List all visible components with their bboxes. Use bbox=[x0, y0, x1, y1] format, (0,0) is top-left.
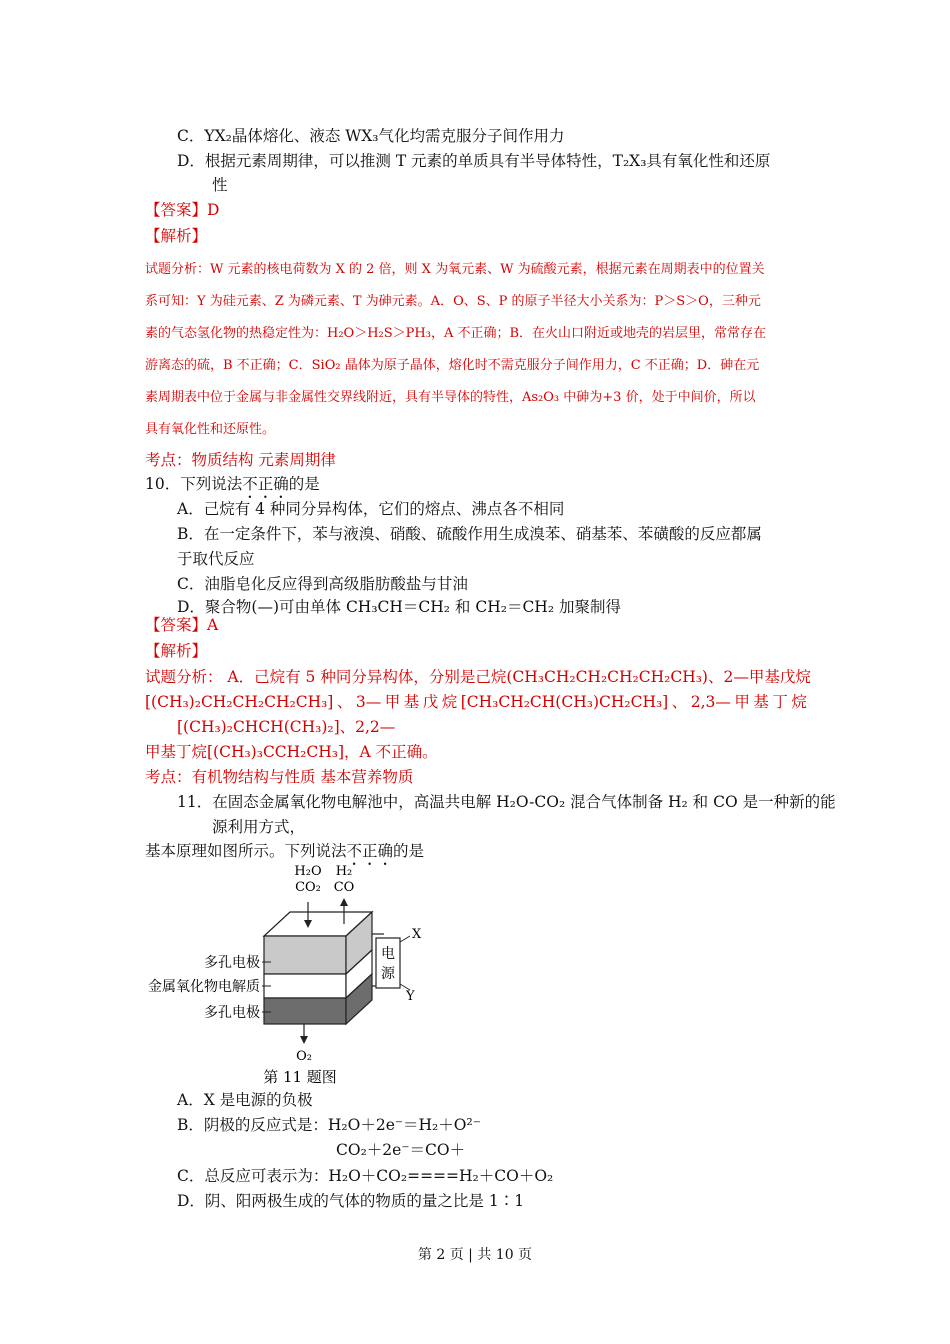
input-gas-2: CO₂ bbox=[295, 880, 321, 895]
q9-analysis-line: 游离态的硫，B 不正确；C．SiO₂ 晶体为原子晶体，熔化时不需克服分子间作用力，C 不正确；D．砷在元 bbox=[145, 358, 760, 373]
q10-analysis-token: 烷 bbox=[441, 693, 458, 711]
arrow-up-icon bbox=[340, 898, 348, 906]
q10-kaodian: 考点：有机物结构与性质 基本营养物质 bbox=[145, 768, 414, 786]
q11-stem-emphasis: 不正确 bbox=[346, 842, 394, 860]
arrow-down-icon bbox=[300, 1036, 308, 1044]
q10-option-c: C．油脂皂化反应得到高级脂肪酸盐与甘油 bbox=[177, 575, 468, 593]
q10-analysis-token: 3— bbox=[355, 693, 382, 711]
q10-option-b-line1: B．在一定条件下，苯与液溴、硝酸、硫酸作用生成溴苯、硝基苯、苯磺酸的反应都属 bbox=[177, 525, 762, 543]
q11-stem-line1: 11．在固态金属氧化物电解池中，高温共电解 H₂O-CO₂ 混合气体制备 H₂ 和 CO 是一种新的能 bbox=[177, 793, 836, 811]
q10-stem-emphasis: 不正确 bbox=[242, 475, 289, 493]
electrolysis-cell-figure bbox=[140, 858, 430, 1090]
q10-option-d: D．聚合物(—)可由单体 CH₃CH＝CH₂ 和 CH₂＝CH₂ 加聚制得 bbox=[177, 598, 621, 616]
q10-analysis-line2 bbox=[145, 691, 807, 713]
label-porous-electrode-top: 多孔电极 bbox=[204, 955, 260, 971]
q10-analysis-line4: 甲基丁烷[(CH₃)₃CCH₂CH₃]，A 不正确。 bbox=[145, 743, 438, 761]
label-electrolyte: 金属氧化物电解质 bbox=[148, 979, 260, 995]
q11-option-b-line1: B．阴极的反应式是：H₂O＋2e⁻＝H₂＋O²⁻ bbox=[177, 1116, 481, 1134]
q10-analysis-token: 甲 bbox=[734, 693, 750, 711]
q10-analysis-token: 甲 bbox=[384, 693, 401, 711]
porous-electrode-top bbox=[264, 936, 346, 974]
q11-stem-c: 的是 bbox=[393, 842, 425, 860]
q10-analysis-token: 基 bbox=[403, 693, 420, 711]
q11-option-a: A．X 是电源的负极 bbox=[177, 1091, 313, 1109]
q9-analysis-line: 素的气态氢化物的热稳定性为：H₂O＞H₂S＞PH₃，A 不正确；B．在火山口附近或地壳的岩层里，常常存在 bbox=[145, 326, 767, 341]
q10-answer: 【答案】A bbox=[145, 616, 219, 634]
q9-analysis-line: 具有氧化性和还原性。 bbox=[145, 422, 276, 437]
output-gas-2: CO bbox=[333, 880, 355, 895]
q10-analysis-token: 丁 bbox=[772, 693, 788, 711]
q9-analysis-line: 系可知：Y 为硅元素、Z 为磷元素、T 为砷元素。A．O、S、P 的原子半径大小关系为：P＞S＞O，三种元 bbox=[145, 294, 761, 309]
q10-option-b-line2: 于取代反应 bbox=[177, 550, 255, 568]
q10-analysis-label: 【解析】 bbox=[145, 642, 208, 660]
q10-stem-c: 的是 bbox=[288, 475, 320, 493]
terminal-y: Y bbox=[406, 989, 415, 1004]
figure-caption: 第 11 题图 bbox=[263, 1068, 337, 1086]
page-footer: 第 2 页 | 共 10 页 bbox=[417, 1247, 533, 1263]
q10-option-a: A．己烷有 4 种同分异构体，它们的熔点、沸点各不相同 bbox=[177, 500, 565, 518]
q10-analysis-token: [(CH₃)₂CH₂CH₂CH₂CH₃] bbox=[145, 693, 334, 711]
q9-analysis bbox=[145, 254, 810, 446]
q9-kaodian: 考点：物质结构 元素周期律 bbox=[145, 451, 336, 469]
q10-analysis-line3: [(CH₃)₂CHCH(CH₃)₂]、2,2— bbox=[177, 718, 396, 736]
q10-analysis-line1: 试题分析： A．己烷有 5 种同分异构体，分别是己烷(CH₃CH₂CH₂CH₂CH₂CH₃)、2—甲基戊烷 bbox=[145, 668, 811, 686]
q9-analysis-line: 试题分析：W 元素的核电荷数为 X 的 2 倍，则 X 为氧元素、W 为硫酸元素，根据元素在周期表中的位置关 bbox=[145, 262, 765, 277]
q10-analysis-token: 烷 bbox=[791, 693, 807, 711]
q10-analysis-token: 基 bbox=[753, 693, 769, 711]
input-gas-1: H₂O bbox=[294, 864, 322, 879]
q10-stem-a: 10．下列说法 bbox=[145, 475, 243, 493]
q10-analysis-token: 、 bbox=[671, 693, 688, 711]
q9-option-d-line2: 性 bbox=[212, 176, 228, 194]
q11-option-c: C．总反应可表示为：H₂O＋CO₂====H₂＋CO＋O₂ bbox=[177, 1167, 554, 1185]
terminal-x: X bbox=[412, 927, 422, 942]
q9-option-c: C．YX₂晶体熔化、液态 WX₃气化均需克服分子间作用力 bbox=[177, 127, 565, 145]
q10-analysis-token: 戊 bbox=[422, 693, 439, 711]
output-gas-1: H₂ bbox=[335, 864, 353, 879]
q9-option-d-line1: D．根据元素周期律，可以推测 T 元素的单质具有半导体特性，T₂X₃具有氧化性和还原 bbox=[177, 152, 771, 170]
label-porous-electrode-bottom: 多孔电极 bbox=[204, 1005, 260, 1021]
q11-stem-a: 基本原理如图所示。下列说法 bbox=[145, 842, 347, 860]
q11-option-b-line2: CO₂＋2e⁻＝CO＋ bbox=[336, 1141, 466, 1159]
q9-answer: 【答案】D bbox=[145, 201, 220, 219]
porous-electrode-bottom bbox=[264, 998, 346, 1024]
output-o2: O₂ bbox=[296, 1049, 312, 1064]
metal-oxide-electrolyte bbox=[264, 974, 346, 998]
q10-analysis-token: [CH₃CH₂CH(CH₃)CH₂CH₃] bbox=[460, 693, 669, 711]
q10-analysis-token: 2,3— bbox=[690, 693, 731, 711]
q11-option-d: D．阴、阳两极生成的气体的物质的量之比是 1∶1 bbox=[177, 1192, 525, 1210]
power-label-char: 电源 bbox=[381, 946, 395, 982]
q10-analysis-token: 、 bbox=[336, 693, 353, 711]
q9-analysis-label: 【解析】 bbox=[145, 227, 208, 245]
q11-stem-line2: 源利用方式， bbox=[212, 818, 306, 836]
q9-analysis-line: 素周期表中位于金属与非金属性交界线附近，具有半导体的特性，As₂O₃ 中砷为+3 价，处于中间价，所以 bbox=[145, 390, 756, 405]
